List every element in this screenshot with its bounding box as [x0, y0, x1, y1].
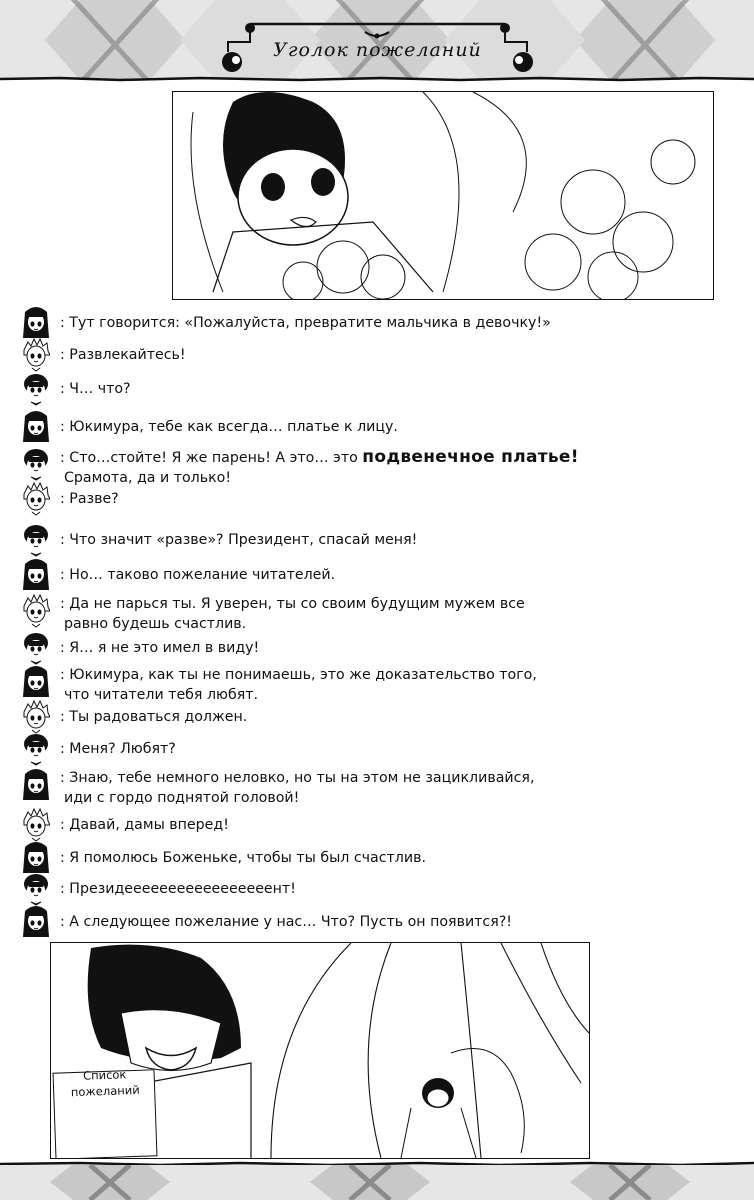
- dialogue-text: : Президееееееееееееееееент!: [60, 881, 296, 897]
- girl-face-icon: [22, 665, 50, 699]
- avatar-blond: [22, 594, 50, 628]
- dialogue-text: : Развлекайтесь!: [60, 347, 186, 363]
- avatar-boy: [22, 732, 50, 766]
- avatar-boy: [22, 447, 50, 481]
- avatar-blond: [22, 808, 50, 842]
- avatar-boy: [22, 372, 50, 406]
- dialogue-text: [60, 768, 534, 808]
- dialogue-text: : Меня? Любят?: [60, 741, 176, 757]
- dialogue-text: : А следующее пожелание у нас… Что? Пусть он появится?!: [60, 914, 512, 930]
- avatar-girl: [22, 665, 50, 699]
- avatar-girl: [22, 905, 50, 939]
- manga-panel-wishlist-scene: [50, 942, 590, 1159]
- avatar-girl: [22, 558, 50, 592]
- dialogue-text: : Я… я не это имел в виду!: [60, 640, 260, 656]
- blond-face-icon: [22, 808, 50, 842]
- avatar-blond: [22, 338, 50, 372]
- dialogue-text: [60, 447, 579, 488]
- boy-face-icon: [22, 447, 50, 481]
- avatar-girl: [22, 768, 50, 802]
- manga-panel-bride-illustration: [172, 91, 714, 300]
- avatar-girl: [22, 841, 50, 875]
- dialogue-text: [60, 594, 525, 634]
- argyle-pattern: [0, 1165, 754, 1200]
- girl-face-icon: [22, 306, 50, 340]
- girl-face-icon: [22, 905, 50, 939]
- dialogue-text: : Юкимура, тебе как всегда… платье к лицу.: [60, 419, 398, 435]
- dialogue-text-part: : Да не парься ты. Я уверен, ты со своим будущим мужем все: [60, 596, 525, 612]
- dialogue-text: : Ч… что?: [60, 381, 131, 397]
- girl-face-icon: [22, 410, 50, 444]
- dialogue-text-part: : Юкимура, как ты не понимаешь, это же доказательство того,: [60, 667, 537, 683]
- blond-face-icon: [22, 594, 50, 628]
- avatar-girl: [22, 306, 50, 340]
- dialogue-text: [60, 665, 537, 705]
- dialogue-text: : Но… таково пожелание читателей.: [60, 567, 336, 583]
- torn-edge-divider: [0, 76, 754, 82]
- dialogue-text-continued: что читатели тебя любят.: [64, 687, 259, 703]
- girl-face-icon: [22, 558, 50, 592]
- girl-face-icon: [22, 768, 50, 802]
- boy-face-icon: [22, 631, 50, 665]
- blond-face-icon: [22, 338, 50, 372]
- dialogue-text-continued: Срамота, да и только!: [64, 470, 232, 486]
- boy-face-icon: [22, 523, 50, 557]
- avatar-blond: [22, 482, 50, 516]
- dialogue-text-continued: иди с гордо поднятой головой!: [64, 790, 300, 806]
- dialogue-text: : Давай, дамы вперед!: [60, 817, 229, 833]
- dialogue-text: : Тут говорится: «Пожалуйста, превратите мальчика в девочку!»: [60, 315, 551, 331]
- footer-argyle-band: [0, 1165, 754, 1200]
- dialogue-text: : Что значит «разве»? Президент, спасай меня!: [60, 532, 418, 548]
- dialogue-text-continued: равно будешь счастлив.: [64, 616, 247, 632]
- avatar-boy: [22, 872, 50, 906]
- dialogue-text: : Я помолюсь Боженьке, чтобы ты был счастлив.: [60, 850, 426, 866]
- emphasized-text: подвенечное платье!: [362, 447, 579, 467]
- dialogue-text-part: : Знаю, тебе немного неловко, но ты на этом не зацикливайся,: [60, 770, 535, 786]
- girl-face-icon: [22, 841, 50, 875]
- blond-face-icon: [22, 482, 50, 516]
- avatar-blond: [22, 700, 50, 734]
- bride-with-flowers-drawing: [173, 92, 713, 299]
- page-title: Уголок пожеланий: [273, 39, 482, 61]
- avatar-girl: [22, 410, 50, 444]
- dialogue-text: : Разве?: [60, 491, 119, 507]
- dialogue-text-part: : Сто…стойте! Я же парень! А это… это: [60, 450, 363, 466]
- avatar-boy: [22, 631, 50, 665]
- wishlist-label-line-1: Список: [82, 1067, 127, 1083]
- dialogue-text: : Ты радоваться должен.: [60, 709, 248, 725]
- blond-face-icon: [22, 700, 50, 734]
- boy-face-icon: [22, 872, 50, 906]
- wishlist-label: [62, 1066, 147, 1101]
- boy-face-icon: [22, 372, 50, 406]
- boy-face-icon: [22, 732, 50, 766]
- wishlist-label-line-2: пожеланий: [70, 1082, 140, 1100]
- avatar-boy: [22, 523, 50, 557]
